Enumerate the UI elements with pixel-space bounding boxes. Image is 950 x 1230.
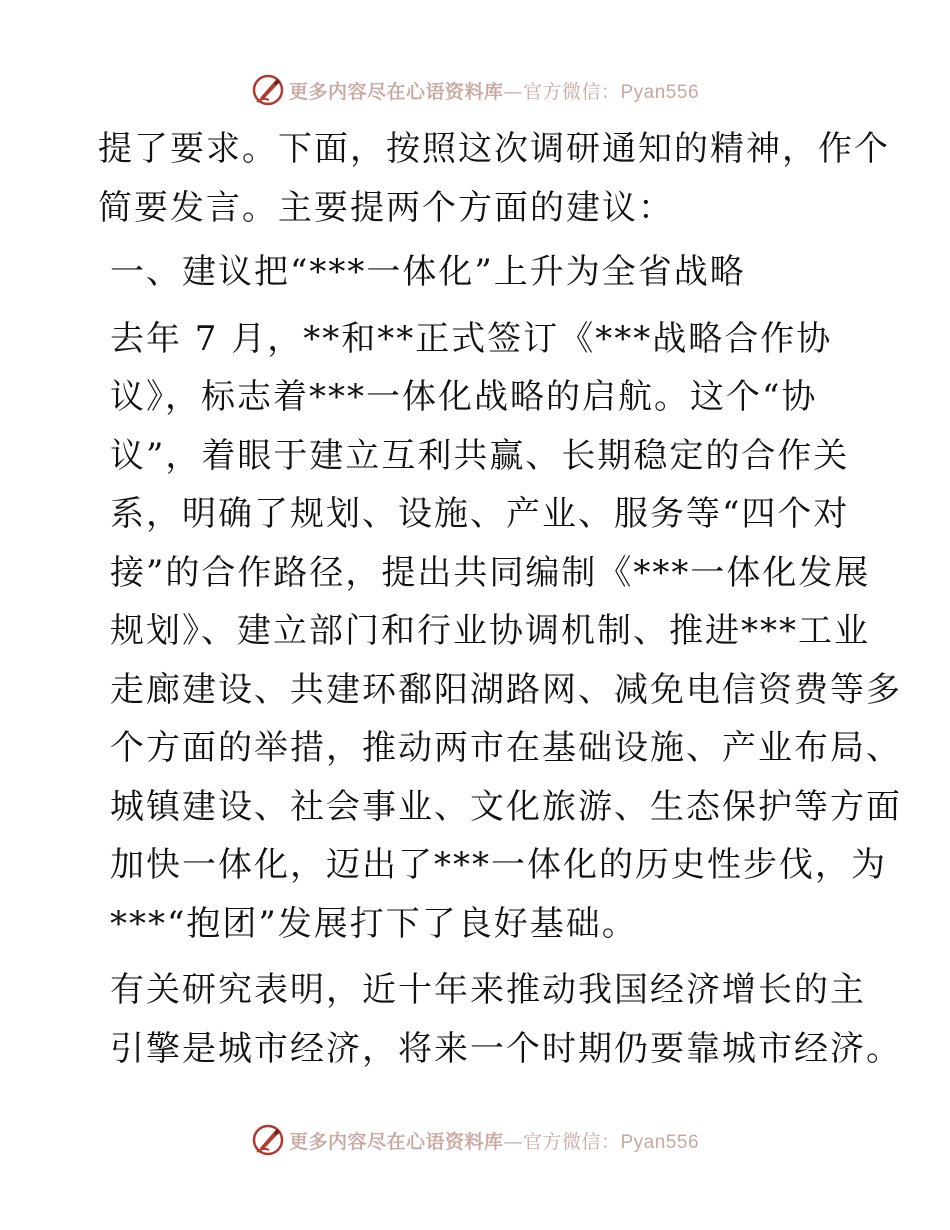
text-line: 接”的合作路径，提出共同编制《***一体化发展 <box>110 552 871 593</box>
watermark-wechat-id: Pyan556 <box>620 1131 700 1153</box>
footer-watermark <box>0 1120 950 1160</box>
text-line: 城镇建设、社会事业、文化旅游、生态保护等方面 <box>110 786 902 827</box>
document-body <box>98 120 902 1078</box>
text-line: 规划》、建立部门和行业协调机制、推进***工业 <box>110 611 870 651</box>
watermark-dash: — <box>503 80 523 103</box>
paragraph-research <box>98 961 902 1078</box>
watermark-dash: — <box>503 1130 523 1153</box>
text-line: 议”，着眼于建立互利共赢、长期稳定的合作关 <box>110 435 850 476</box>
text-line: 走廊建设、共建环鄱阳湖路网、减免电信资费等多 <box>110 669 902 710</box>
watermark-text <box>289 1127 699 1154</box>
pen-logo-icon <box>251 73 285 107</box>
text-line: 有关研究表明，近十年来推动我国经济增长的主 <box>110 970 866 1010</box>
paragraph-agreement <box>98 310 902 954</box>
paragraph-intro <box>98 120 890 237</box>
text-line: 简要发言。主要提两个方面的建议： <box>98 187 674 228</box>
text-line: 加快一体化，迈出了***一体化的历史性步伐，为 <box>110 845 887 885</box>
text-line: 提了要求。下面，按照这次调研通知的精神，作个 <box>98 129 890 169</box>
watermark-wechat-id: Pyan556 <box>620 81 700 103</box>
text-line: 个方面的举措，推动两市在基础设施、产业布局、 <box>110 728 902 768</box>
watermark-wechat-label: 官方微信： <box>522 1130 621 1153</box>
text-line: ***“抱团”发展打下了良好基础。 <box>110 903 638 944</box>
text-line: 去年 7 月，**和**正式签订《***战略合作协 <box>110 318 833 359</box>
heading-line: 一、建议把“***一体化”上升为全省战略 <box>110 252 746 292</box>
pen-logo-icon <box>251 1123 285 1157</box>
text-line: 引擎是城市经济，将来一个时期仍要靠城市经济。 <box>110 1028 902 1069</box>
watermark-main-text: 更多内容尽在心语资料库 <box>288 80 504 103</box>
section-heading <box>98 243 858 302</box>
watermark-main-text: 更多内容尽在心语资料库 <box>288 1130 504 1153</box>
watermark-text <box>289 77 699 104</box>
text-line: 系，明确了规划、设施、产业、服务等“四个对 <box>110 494 850 534</box>
text-line: 议》，标志着***一体化战略的启航。这个“协 <box>110 377 818 417</box>
watermark-wechat-label: 官方微信： <box>522 80 621 103</box>
header-watermark <box>0 70 950 110</box>
